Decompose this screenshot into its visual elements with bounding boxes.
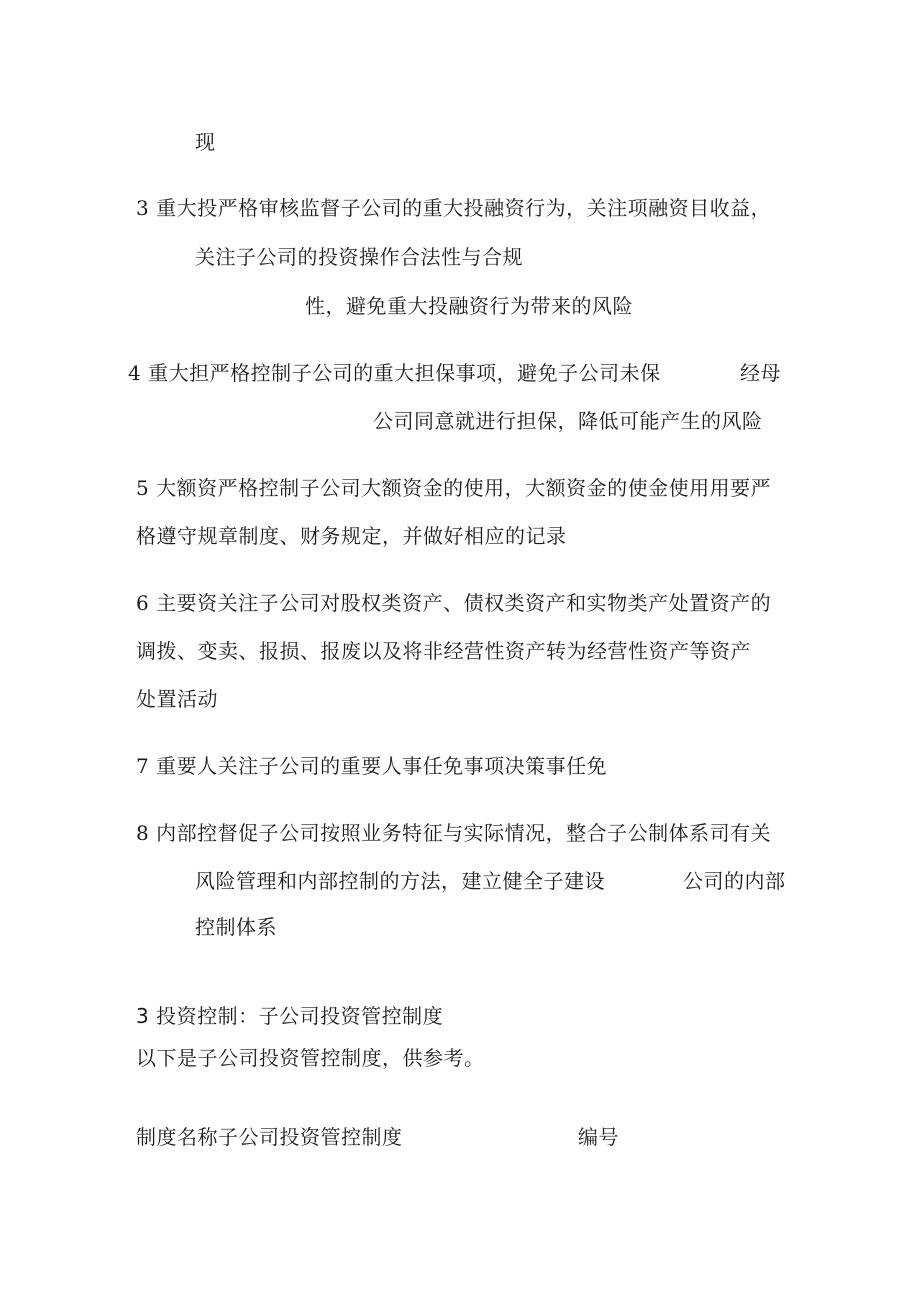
text-line: 调拨、变卖、报损、报废以及将非经营性资产转为经营性资产等资产 [136,639,751,663]
section-heading: 3 投资控制：子公司投资管控制度 [136,1004,444,1028]
text-line: 控制体系 [195,915,277,939]
text-line: 经母 [740,361,781,385]
text-line: 7 重要人关注子公司的重要人事任免事项决策事任免 [136,754,608,778]
text-line: 处置活动 [136,687,218,711]
text-line: 编号 [578,1125,619,1149]
text-line: 关注子公司的投资操作合法性与合规 [195,245,523,269]
text-line: 公司的内部 [683,869,786,893]
text-line: 4 重大担严格控制子公司的重大担保事项，避免子公司未保 [128,361,661,385]
text-line: 性，避免重大投融资行为带来的风险 [305,294,633,318]
text-line: 公司同意就进行担保，降低可能产生的风险 [373,409,763,433]
text-line: 现 [195,130,216,154]
text-line: 制度名称子公司投资管控制度 [136,1125,403,1149]
text-line: 风险管理和内部控制的方法，建立健全子建设 [195,869,605,893]
text-line: 3 重大投严格审核监督子公司的重大投融资行为，关注项融资目收益， [136,196,772,220]
text-line: 格遵守规章制度、财务规定，并做好相应的记录 [136,524,567,548]
text-line: 8 内部控督促子公司按照业务特征与实际情况，整合子公制体系司有关 [136,821,772,845]
text-line: 6 主要资关注子公司对股权类资产、债权类资产和实物类产处置资产的 [136,591,772,615]
text-line: 以下是子公司投资管控制度，供参考。 [136,1046,485,1070]
text-line: 5 大额资严格控制子公司大额资金的使用，大额资金的使金使用用要严 [136,476,772,500]
